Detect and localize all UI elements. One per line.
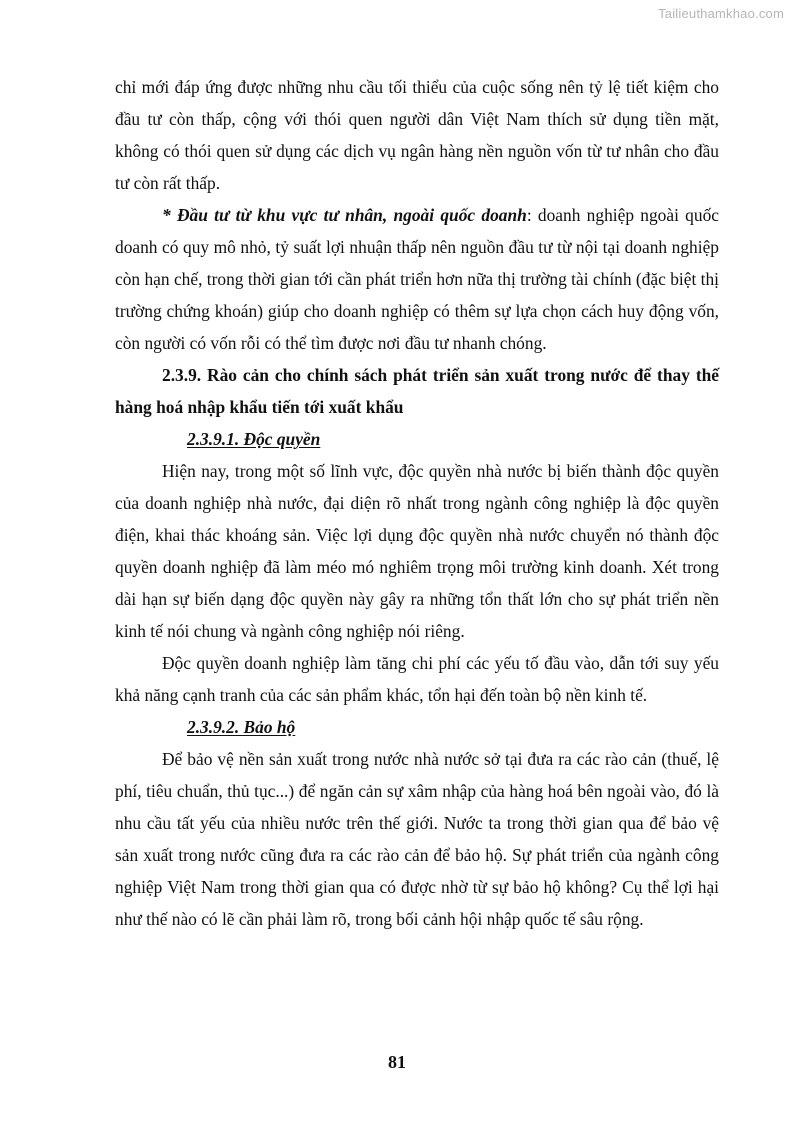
section-heading-2-3-9: 2.3.9. Rào cản cho chính sách phát triển sản xuất trong nước để thay thế hàng hoá nhập khẩu tiến tới xuất khẩu [115,365,719,417]
paragraph-private-sector [115,199,719,359]
private-sector-body: : doanh nghiệp ngoài quốc doanh có quy mô nhỏ, tỷ suất lợi nhuận thấp nên nguồn đầu tư từ nội tại doanh nghiệp còn hạn chế, trong thời gian tới cần phát triển hơn nữa thị trường tài chính (đặc biệt thị trường chứng khoán) giúp cho doanh nghiệp có thêm sự lựa chọn cách huy động vốn, còn người có vốn rỗi có thể tìm được nơi đầu tư nhanh chóng. [115,205,719,353]
paragraph-monopoly-effects: Độc quyền doanh nghiệp làm tăng chi phí các yếu tố đầu vào, dẫn tới suy yếu khả năng cạnh tranh của các sản phẩm khác, tổn hại đến toàn bộ nền kinh tế. [115,653,719,705]
paragraph-protection: Để bảo vệ nền sản xuất trong nước nhà nước sở tại đưa ra các rào cản (thuế, lệ phí, tiêu chuẩn, thủ tục...) để ngăn cản sự xâm nhập của hàng hoá bên ngoài vào, đó là nhu cầu tất yếu của nhiều nước trên thế giới. Nước ta trong thời gian qua để bảo vệ sản xuất trong nước cũng đưa ra các rào cản để bảo hộ. Sự phát triển của ngành công nghiệp Việt Nam trong thời gian qua có được nhờ từ sự bảo hộ không? Cụ thể lợi hại như thế nào có lẽ cần phải làm rõ, trong bối cảnh hội nhập quốc tế sâu rộng. [115,749,719,929]
private-sector-lead: * Đầu tư từ khu vực tư nhân, ngoài quốc doanh [162,205,527,225]
subsection-heading-2-3-9-2: 2.3.9.2. Bảo hộ [187,717,296,737]
paragraph-monopoly: Hiện nay, trong một số lĩnh vực, độc quyền nhà nước bị biến thành độc quyền của doanh nghiệp nhà nước, đại diện rõ nhất trong ngành công nghiệp là độc quyền điện, khai thác khoáng sản. Việc lợi dụng độc quyền nhà nước chuyển nó thành độc quyền doanh nghiệp đã làm méo mó nghiêm trọng môi trường kinh doanh. Xét trong dài hạn sự biến dạng độc quyền này gây ra những tổn thất lớn cho sự phát triển nền kinh tế nói chung và ngành công nghiệp nói riêng. [115,461,719,641]
paragraph-savings: chỉ mới đáp ứng được những nhu cầu tối thiểu của cuộc sống nên tỷ lệ tiết kiệm cho đầu tư còn thấp, cộng với thói quen người dân Việt Nam thích sử dụng tiền mặt, không có thói quen sử dụng các dịch vụ ngân hàng nền nguồn vốn từ tư nhân cho đầu tư còn rất thấp. [115,77,719,193]
watermark: Tailieuthamkhao.com [658,6,784,21]
document-body [115,71,719,935]
page-number: 81 [388,1052,406,1072]
subsection-heading-2-3-9-1: 2.3.9.1. Độc quyền [187,429,321,449]
